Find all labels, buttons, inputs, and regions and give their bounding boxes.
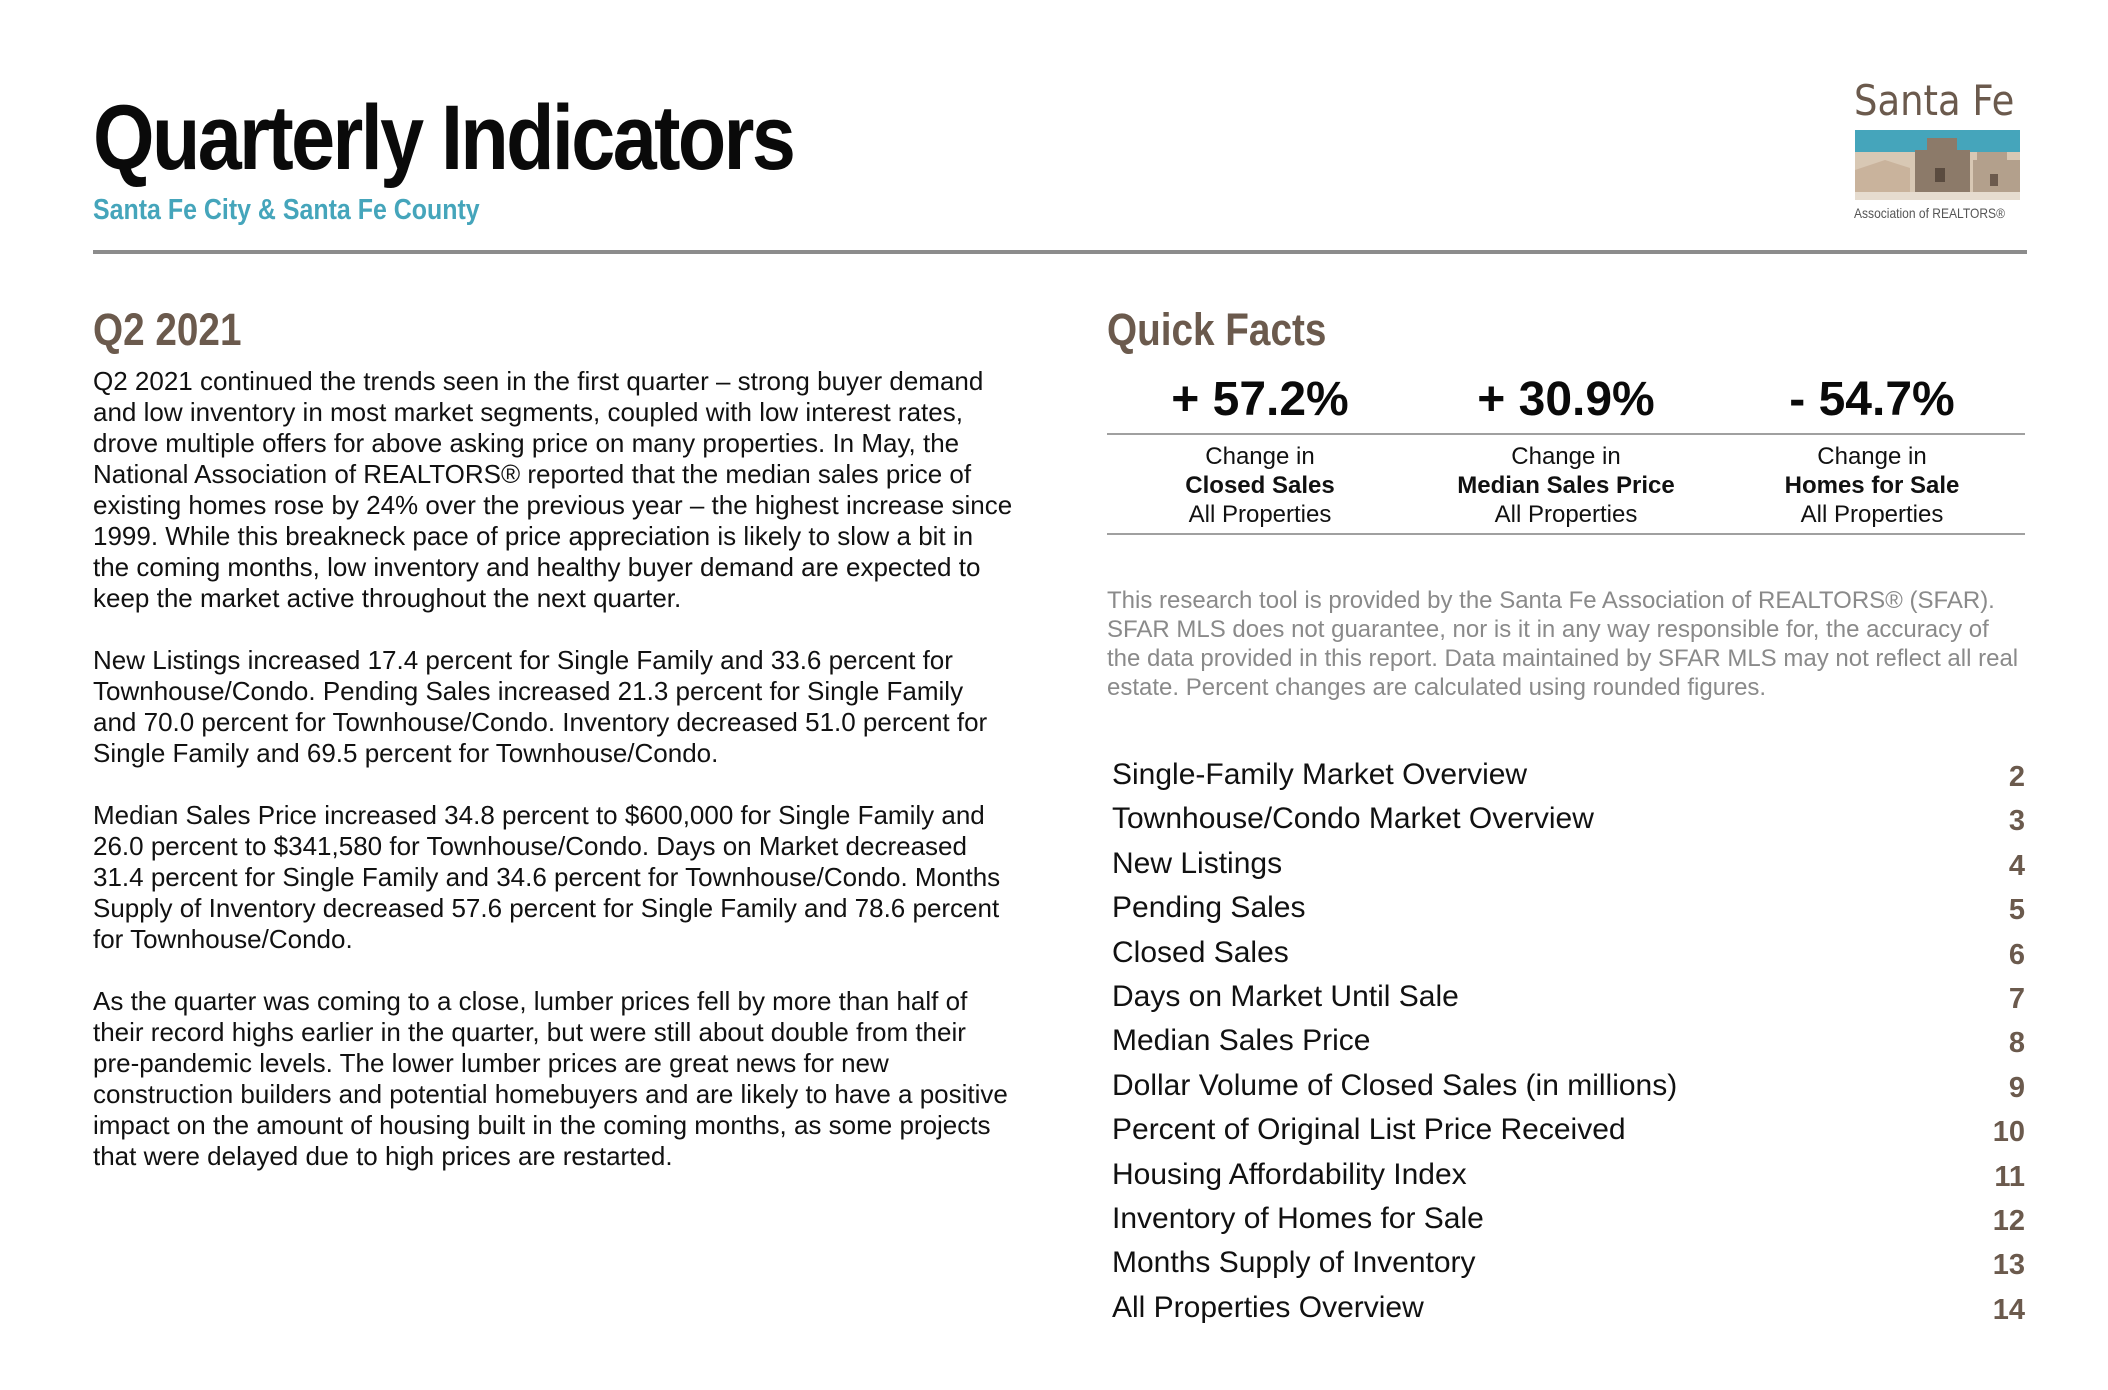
quick-fact-line: All Properties	[1188, 501, 1332, 528]
summary-paragraph: Median Sales Price increased 34.8 percent to $600,000 for Single Family and 26.0 percent to $341,580 for Townhouse/Condo. Days on Market decreased 31.4 percent for Single Family and 34.6 percent for Townhouse/Condo. Months Supply of Inventory decreased 57.6 percent for Single Family and 78.6 percent for Townhouse/Condo.	[93, 800, 1001, 954]
toc-item-all-properties[interactable]	[1112, 1290, 2025, 1334]
quick-fact-line: Change in	[1817, 443, 1927, 470]
page-title: Quarterly Indicators	[93, 87, 794, 189]
summary-paragraph: New Listings increased 17.4 percent for Single Family and 33.6 percent for Townhouse/Condo. Pending Sales increased 21.3 percent for Single Family and 70.0 percent for Townhouse/Condo. Inventory decreased 51.0 percent for Single Family and 69.5 percent for Townhouse/Condo.	[93, 645, 988, 768]
toc-page-number: 11	[1994, 1160, 2025, 1193]
quick-facts-heading: Quick Facts	[1107, 304, 1327, 355]
logo-association-text: Association of REALTORS®	[1854, 205, 2005, 221]
adobe-building-logo-icon	[1855, 130, 2020, 200]
toc-item-dollar-volume[interactable]	[1112, 1068, 2025, 1112]
quick-facts-divider	[1107, 433, 2025, 435]
toc-item-closed-sales[interactable]	[1112, 935, 2025, 979]
toc-label[interactable]: Months Supply of Inventory	[1112, 1246, 1476, 1280]
toc-page-number: 7	[2008, 982, 2025, 1015]
quick-fact-metric: Closed Sales	[1185, 472, 1335, 499]
header-divider	[93, 250, 2027, 254]
quick-fact-value: + 57.2%	[1171, 373, 1349, 426]
summary-text	[93, 366, 1013, 1203]
quick-fact-description	[1719, 442, 2025, 529]
toc-item-days-on-market[interactable]	[1112, 979, 2025, 1023]
toc-label[interactable]: Days on Market Until Sale	[1112, 979, 1459, 1013]
toc-page-number: 4	[2008, 849, 2025, 882]
toc-label[interactable]: Percent of Original List Price Received	[1112, 1113, 1626, 1147]
summary-paragraph: As the quarter was coming to a close, lumber prices fell by more than half of their record highs earlier in the quarter, but were still about double from their pre-pandemic levels. The lower lumber prices are great news for new construction builders and potential homebuyers and are likely to have a positive impact on the amount of housing built in the coming months, as some projects that were delayed due to high prices are restarted.	[93, 986, 1008, 1171]
quick-fact-homes-for-sale	[1719, 368, 2025, 432]
toc-item-affordability-index[interactable]	[1112, 1157, 2025, 1201]
toc-page-number: 8	[2008, 1027, 2025, 1060]
quick-facts	[1107, 368, 2025, 534]
santa-fe-realtors-logo	[1840, 76, 2035, 230]
table-of-contents	[1112, 757, 2025, 1334]
summary-paragraph: Q2 2021 continued the trends seen in the first quarter – strong buyer demand and low inventory in most market segments, coupled with low interest rates, drove multiple offers for above asking price on many properties. In May, the National Association of REALTORS® reported that the median sales price of existing homes rose by 24% over the previous year – the highest increase since 1999. While this breakneck pace of price appreciation is likely to slow a bit in the coming months, low inventory and healthy buyer demand are expected to keep the market active throughout the next quarter.	[93, 366, 1013, 613]
quick-fact-line: All Properties	[1494, 501, 1638, 528]
quick-fact-median-price	[1413, 368, 1719, 432]
toc-label[interactable]: Median Sales Price	[1112, 1024, 1371, 1058]
toc-item-new-listings[interactable]	[1112, 846, 2025, 890]
toc-item-townhouse-condo-overview[interactable]	[1112, 801, 2025, 845]
toc-page-number: 9	[2008, 1071, 2025, 1104]
toc-page-number: 5	[2008, 894, 2025, 927]
quick-fact-closed-sales	[1107, 368, 1413, 432]
toc-label[interactable]: Housing Affordability Index	[1112, 1157, 1467, 1191]
toc-item-percent-list-price[interactable]	[1112, 1112, 2025, 1156]
quick-fact-line: Change in	[1511, 443, 1621, 470]
toc-page-number: 13	[1992, 1249, 2025, 1282]
quick-fact-description	[1107, 442, 1413, 529]
quick-fact-metric: Homes for Sale	[1784, 472, 1960, 499]
disclaimer-text: This research tool is provided by the Santa Fe Association of REALTORS® (SFAR). SFAR MLS does not guarantee, nor is it in any way responsible for, the accuracy of the data provided in this report. Data maintained by SFAR MLS may not reflect all real estate. Percent changes are calculated using rounded figures.	[1107, 587, 2019, 701]
toc-page-number: 2	[2008, 761, 2025, 793]
toc-label[interactable]: Dollar Volume of Closed Sales (in millions)	[1112, 1068, 1678, 1102]
toc-label[interactable]: All Properties Overview	[1112, 1290, 1424, 1324]
quick-fact-line: All Properties	[1800, 501, 1944, 528]
toc-label[interactable]: New Listings	[1112, 846, 1283, 880]
quick-facts-divider	[1107, 533, 2025, 535]
toc-item-inventory[interactable]	[1112, 1201, 2025, 1245]
toc-item-single-family-overview[interactable]	[1112, 757, 2025, 801]
toc-label[interactable]: Pending Sales	[1112, 891, 1306, 925]
toc-page-number: 6	[2008, 938, 2025, 971]
toc-page-number: 10	[1992, 1116, 2025, 1149]
toc-page-number: 14	[1992, 1293, 2025, 1326]
toc-label[interactable]: Inventory of Homes for Sale	[1112, 1201, 1484, 1235]
toc-label[interactable]: Single-Family Market Overview	[1112, 758, 1528, 791]
quick-fact-value: + 30.9%	[1477, 373, 1655, 426]
toc-item-pending-sales[interactable]	[1112, 890, 2025, 934]
page-subtitle: Santa Fe City & Santa Fe County	[93, 194, 480, 226]
toc-label[interactable]: Closed Sales	[1112, 935, 1289, 969]
quick-fact-line: Change in	[1205, 443, 1315, 470]
quick-fact-metric: Median Sales Price	[1457, 472, 1675, 499]
logo-name: Santa Fe	[1854, 76, 2015, 125]
toc-item-median-sales-price[interactable]	[1112, 1023, 2025, 1067]
toc-page-number: 12	[1992, 1204, 2025, 1237]
quick-fact-value: - 54.7%	[1789, 373, 1955, 426]
quarter-heading: Q2 2021	[93, 304, 242, 355]
toc-label[interactable]: Townhouse/Condo Market Overview	[1112, 802, 1594, 836]
quick-fact-description	[1413, 442, 1719, 529]
toc-item-months-supply[interactable]	[1112, 1245, 2025, 1289]
toc-page-number: 3	[2008, 805, 2025, 838]
